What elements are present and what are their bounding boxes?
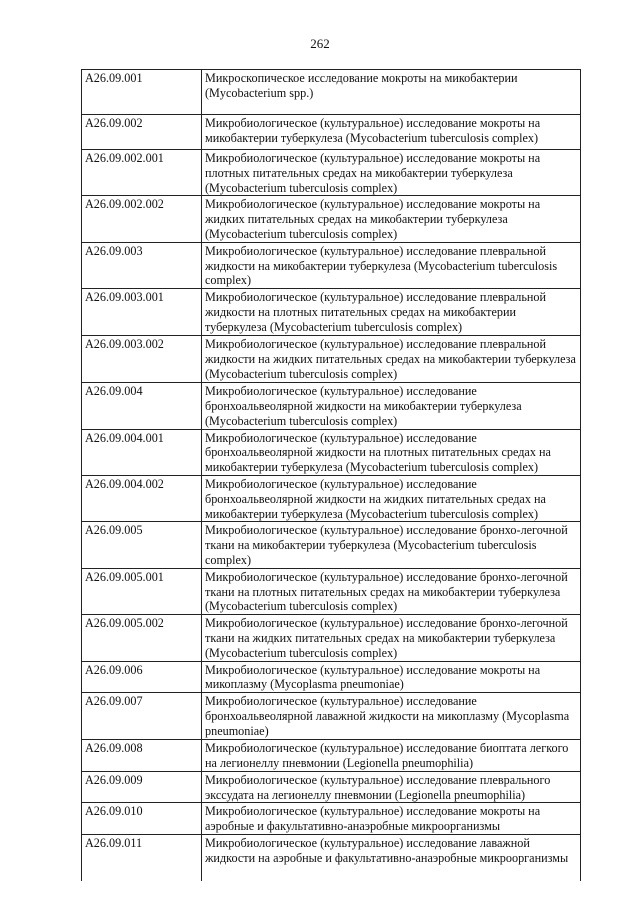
service-description: Микробиологическое (культуральное) исследование мокроты на жидких питательных средах на микобактерии туберкулеза (Mycobacterium tuberculosis complex) bbox=[202, 196, 581, 242]
service-code: A26.09.010 bbox=[82, 803, 202, 835]
service-description: Микробиологическое (культуральное) исследование биоптата легкого на легионеллу пневмонии (Legionella pneumophilia) bbox=[202, 740, 581, 772]
table-row bbox=[82, 615, 581, 661]
table-row bbox=[82, 522, 581, 568]
service-code: A26.09.004 bbox=[82, 383, 202, 429]
service-description: Микробиологическое (культуральное) исследование плевральной жидкости на микобактерии туберкулеза (Mycobacterium tuberculosis complex) bbox=[202, 242, 581, 288]
table-row bbox=[82, 834, 581, 881]
table-row bbox=[82, 475, 581, 521]
table-row bbox=[82, 740, 581, 772]
service-description: Микробиологическое (культуральное) исследование бронхо-легочной ткани на жидких питательных средах на микобактерии туберкулеза (Mycobacterium tuberculosis complex) bbox=[202, 615, 581, 661]
service-description: Микробиологическое (культуральное) исследование бронхоальвеолярной лаважной жидкости на микоплазму (Mycoplasma pneumoniae) bbox=[202, 693, 581, 740]
service-code: A26.09.003.002 bbox=[82, 336, 202, 383]
table-row bbox=[82, 289, 581, 336]
service-description: Микробиологическое (культуральное) исследование бронхоальвеолярной жидкости на жидких питательных средах на микобактерии туберкулеза (Mycobacterium tuberculosis complex) bbox=[202, 475, 581, 521]
service-description: Микробиологическое (культуральное) исследование бронхо-легочной ткани на микобактерии туберкулеза (Mycobacterium tuberculosis complex) bbox=[202, 522, 581, 568]
service-code: A26.09.009 bbox=[82, 771, 202, 803]
table-row bbox=[82, 803, 581, 835]
service-description: Микробиологическое (культуральное) исследование бронхоальвеолярной жидкости на микобактерии туберкулеза (Mycobacterium tuberculosis complex) bbox=[202, 383, 581, 429]
service-description: Микробиологическое (культуральное) исследование плеврального экссудата на легионеллу пневмонии (Legionella pneumophilia) bbox=[202, 771, 581, 803]
service-code: A26.09.002 bbox=[82, 115, 202, 150]
service-description: Микробиологическое (культуральное) исследование плевральной жидкости на плотных питательных средах на микобактерии туберкулеза (Mycobacterium tuberculosis complex) bbox=[202, 289, 581, 336]
table-row bbox=[82, 568, 581, 614]
service-code: A26.09.008 bbox=[82, 740, 202, 772]
service-code: A26.09.005.002 bbox=[82, 615, 202, 661]
service-code: A26.09.004.002 bbox=[82, 475, 202, 521]
service-code: A26.09.004.001 bbox=[82, 429, 202, 475]
service-code: A26.09.011 bbox=[82, 834, 202, 881]
service-description: Микроскопическое исследование мокроты на микобактерии (Mycobacterium spp.) bbox=[202, 70, 581, 115]
service-code: A26.09.007 bbox=[82, 693, 202, 740]
service-description: Микробиологическое (культуральное) исследование плевральной жидкости на жидких питательных средах на микобактерии туберкулеза (Mycobacterium tuberculosis complex) bbox=[202, 336, 581, 383]
service-description: Микробиологическое (культуральное) исследование бронхо-легочной ткани на плотных питательных средах на микобактерии туберкулеза (Mycobacterium tuberculosis complex) bbox=[202, 568, 581, 614]
table-row bbox=[82, 150, 581, 196]
service-description: Микробиологическое (культуральное) исследование лаважной жидкости на аэробные и факультативно-анаэробные микроорганизмы bbox=[202, 834, 581, 881]
table-row bbox=[82, 70, 581, 115]
service-code: A26.09.002.002 bbox=[82, 196, 202, 242]
service-code: A26.09.002.001 bbox=[82, 150, 202, 196]
table-row bbox=[82, 661, 581, 693]
table-row bbox=[82, 771, 581, 803]
service-code: A26.09.001 bbox=[82, 70, 202, 115]
service-description: Микробиологическое (культуральное) исследование бронхоальвеолярной жидкости на плотных питательных средах на микобактерии туберкулеза (Mycobacterium tuberculosis complex) bbox=[202, 429, 581, 475]
page-number: 262 bbox=[310, 36, 330, 51]
table-row bbox=[82, 115, 581, 150]
table-row bbox=[82, 383, 581, 429]
service-description: Микробиологическое (культуральное) исследование мокроты на микоплазму (Mycoplasma pneumoniae) bbox=[202, 661, 581, 693]
service-code: A26.09.003.001 bbox=[82, 289, 202, 336]
service-description: Микробиологическое (культуральное) исследование мокроты на микобактерии туберкулеза (Mycobacterium tuberculosis complex) bbox=[202, 115, 581, 150]
table-row bbox=[82, 242, 581, 288]
service-description: Микробиологическое (культуральное) исследование мокроты на плотных питательных средах на микобактерии туберкулеза (Mycobacterium tuberculosis complex) bbox=[202, 150, 581, 196]
service-description: Микробиологическое (культуральное) исследование мокроты на аэробные и факультативно-анаэробные микроорганизмы bbox=[202, 803, 581, 835]
table-row bbox=[82, 196, 581, 242]
service-code: A26.09.003 bbox=[82, 242, 202, 288]
medical-services-table bbox=[81, 69, 581, 881]
table-row bbox=[82, 336, 581, 383]
service-code: A26.09.005.001 bbox=[82, 568, 202, 614]
table-row bbox=[82, 693, 581, 740]
service-code: A26.09.006 bbox=[82, 661, 202, 693]
table-row bbox=[82, 429, 581, 475]
service-code: A26.09.005 bbox=[82, 522, 202, 568]
